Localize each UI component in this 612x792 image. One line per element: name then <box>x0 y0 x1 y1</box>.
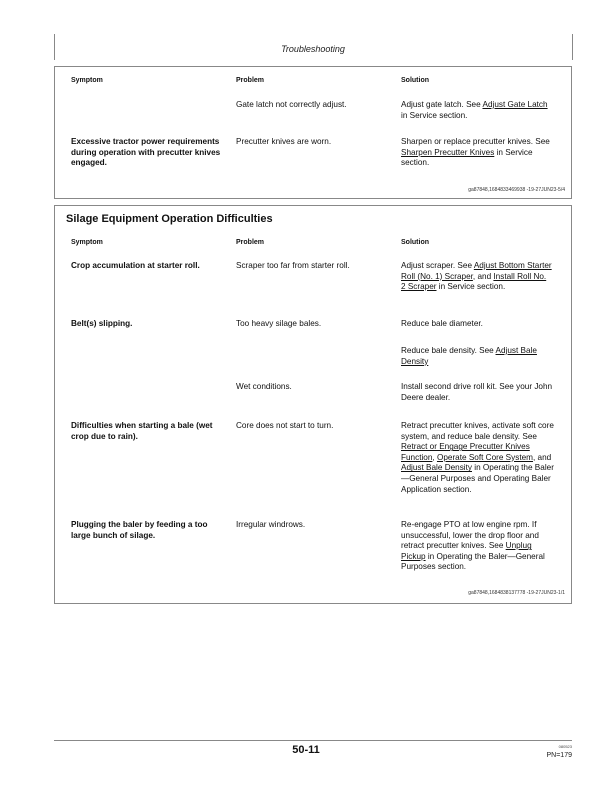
problem-cell: Gate latch not correctly adjust. <box>236 100 347 109</box>
problem-column-header: Problem <box>236 77 265 84</box>
adjust-bale-density-link[interactable]: Adjust Bale Density <box>401 463 472 473</box>
install-roll-no2-scraper-link[interactable]: Install Roll No. 2 Scraper <box>401 271 547 292</box>
adjust-gate-latch-link[interactable]: Adjust Gate Latch <box>482 100 548 109</box>
symptom-column-header: Symptom <box>71 77 103 84</box>
symptom-column-header: Symptom <box>71 239 103 246</box>
solution-cell: Adjust scraper. See Adjust Bottom Starter Roll (No. 1) Scraper, and Install Roll No. 2 Scraper in Service section. <box>401 261 552 292</box>
troubleshooting-table-continued <box>54 66 572 199</box>
reference-code: ga87848,1684838137778 -19-27JUN23-1/1 <box>468 590 565 596</box>
solution-column-header: Solution <box>401 239 429 246</box>
symptom-cell: Difficulties when starting a bale (wet crop due to rain). <box>71 421 213 441</box>
footer-rule <box>54 740 572 741</box>
problem-cell: Too heavy silage bales. <box>236 319 322 328</box>
problem-cell: Wet conditions. <box>236 382 292 391</box>
page-number: 50-11 <box>292 744 320 756</box>
problem-cell: Scraper too far from starter roll. <box>236 261 350 270</box>
problem-cell: Core does not start to turn. <box>236 421 334 430</box>
symptom-cell: Crop accumulation at starter roll. <box>71 261 200 270</box>
adjust-bale-density-link[interactable]: Adjust Bale Density <box>401 346 537 366</box>
reference-code: ga87848,1684833469938 -19-27JUN23-5/4 <box>468 187 565 193</box>
silage-difficulties-table <box>54 205 572 604</box>
solution-cell: Adjust gate latch. See Adjust Gate Latch in Service section. <box>401 100 548 120</box>
symptom-cell: Plugging the baler by feeding a too large bunch of silage. <box>71 520 208 540</box>
page-right-rule <box>572 34 573 60</box>
solution-cell: Re-engage PTO at low engine rpm. If unsuccessful, lower the drop floor and retract precutter knives. See Unplug Pickup in Operating the Baler—General Purposes section. <box>401 520 545 572</box>
solution-column-header: Solution <box>401 77 429 84</box>
solution-cell: Install second drive roll kit. See your John Deere dealer. <box>401 382 553 402</box>
footer-pn: PN=179 <box>546 752 572 759</box>
running-header: Troubleshooting <box>281 44 345 54</box>
operate-soft-core-system-link[interactable]: Operate Soft Core System <box>436 452 533 462</box>
problem-column-header: Problem <box>236 239 265 246</box>
sharpen-precutter-knives-link[interactable]: Sharpen Precutter Knives <box>401 147 495 157</box>
symptom-cell: Belt(s) slipping. <box>71 319 133 328</box>
retract-engage-precutter-knives-link[interactable]: Retract or Engage Precutter Knives Function <box>401 442 530 462</box>
adjust-bottom-starter-roll-scraper-link[interactable]: Adjust Bottom Starter Roll (No. 1) Scraper <box>401 261 552 281</box>
symptom-cell: Excessive tractor power requirements during operation with precutter knives engaged. <box>71 137 221 168</box>
solution-cell: Reduce bale diameter. <box>401 319 483 328</box>
problem-cell: Precutter knives are worn. <box>236 137 332 146</box>
solution-cell: Retract precutter knives, activate soft core system, and reduce bale density. See Retract or Engage Precutter Knives Function, Operate Soft Core System, and Adjust Bale Density in Operating the Baler—General Purposes and Operating Baler Application section. <box>401 421 554 494</box>
problem-cell: Irregular windrows. <box>236 520 306 529</box>
solution-cell: Reduce bale density. See Adjust Bale Density <box>401 346 537 366</box>
solution-cell: Sharpen or replace precutter knives. See Sharpen Precutter Knives in Service section. <box>401 137 550 168</box>
footer-date-code: 080523 <box>558 744 572 749</box>
unplug-pickup-link[interactable]: Unplug Pickup <box>401 541 532 561</box>
section-title: Silage Equipment Operation Difficulties <box>66 213 273 225</box>
